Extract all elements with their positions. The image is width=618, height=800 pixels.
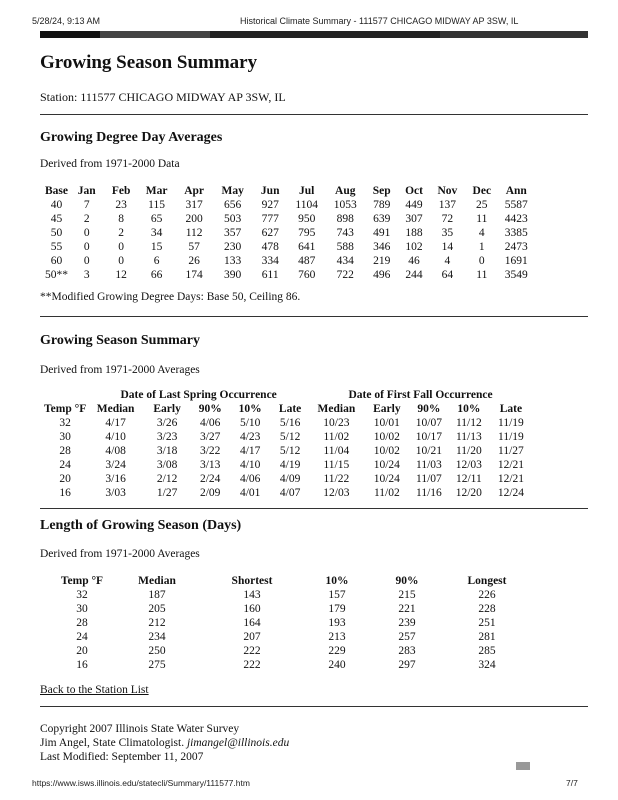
copyright: Copyright 2007 Illinois State Water Survey	[40, 723, 240, 735]
column-header: Jan	[77, 185, 96, 197]
table-cell: 4/23	[239, 431, 261, 443]
table-cell: 0	[118, 255, 124, 267]
group-fall-header: Date of First Fall Occurrence	[348, 389, 493, 401]
table-cell: 760	[298, 269, 316, 281]
table-cell: 12/03	[455, 459, 482, 471]
column-header: Early	[373, 403, 401, 415]
table-cell: 3/26	[156, 417, 178, 429]
table-cell: 3/23	[156, 431, 178, 443]
gdd-derived: Derived from 1971-2000 Data	[40, 158, 180, 170]
column-header: Median	[96, 403, 135, 415]
table-cell: 28	[59, 445, 71, 457]
table-cell: 4	[478, 227, 485, 239]
header-row	[42, 402, 532, 416]
column-header: 90%	[417, 403, 441, 415]
table-cell: 23	[115, 199, 127, 211]
header-bar	[210, 31, 440, 38]
author-line	[40, 736, 289, 750]
table-cell: 1104	[295, 199, 318, 211]
table-cell: 11/03	[416, 459, 442, 471]
table-cell: 257	[398, 631, 416, 643]
table-cell: 307	[405, 213, 423, 225]
table-cell: 789	[373, 199, 391, 211]
column-header: 90%	[395, 575, 419, 587]
table-cell: 193	[328, 617, 346, 629]
lgs-heading: Length of Growing Season (Days)	[40, 518, 242, 533]
table-cell: 50**	[45, 269, 68, 281]
table-cell: 20	[59, 473, 71, 485]
table-cell: 55	[50, 241, 63, 253]
table-cell: 10/02	[373, 445, 400, 457]
table-row	[44, 268, 534, 282]
table-cell: 4/09	[279, 473, 301, 485]
table-cell: 2	[83, 213, 90, 225]
column-header: Mar	[145, 185, 168, 197]
table-cell: 0	[83, 241, 90, 253]
table-cell: 46	[408, 255, 420, 267]
header-row	[52, 574, 532, 588]
table-cell: 11/27	[498, 445, 524, 457]
table-cell: 11/22	[323, 473, 350, 485]
table-cell: 115	[148, 199, 165, 211]
table-cell: 244	[405, 269, 423, 281]
table-cell: 297	[398, 659, 416, 671]
table-cell: 4/10	[105, 431, 126, 443]
table-row	[44, 240, 534, 254]
column-header: Nov	[437, 185, 458, 197]
table-cell: 30	[59, 431, 71, 443]
table-cell: 3/18	[156, 445, 178, 457]
table-cell: 4	[444, 255, 451, 267]
header-bar	[440, 31, 588, 38]
table-cell: 275	[148, 659, 166, 671]
table-cell: 11/02	[373, 487, 400, 499]
table-cell: 32	[59, 417, 71, 429]
table-row	[52, 658, 532, 672]
table-cell: 346	[373, 241, 391, 253]
table-cell: 228	[478, 603, 496, 615]
table-cell: 10/01	[373, 417, 400, 429]
table-cell: 10/24	[373, 473, 400, 485]
table-cell: 11	[476, 213, 488, 225]
table-cell: 503	[224, 213, 242, 225]
table-cell: 221	[398, 603, 416, 615]
author-prefix: Jim Angel, State Climatologist.	[40, 737, 185, 749]
divider	[40, 316, 588, 317]
table-cell: 4/08	[105, 445, 126, 457]
table-cell: 795	[298, 227, 316, 239]
table-cell: 777	[261, 213, 279, 225]
station-line: Station: 111577 CHICAGO MIDWAY AP 3SW, IL	[40, 90, 286, 104]
table-cell: 16	[76, 659, 88, 671]
table-cell: 32	[76, 589, 88, 601]
table-cell: 3/13	[199, 459, 221, 471]
table-cell: 239	[398, 617, 416, 629]
table-cell: 207	[243, 631, 261, 643]
column-header: 10%	[457, 403, 481, 415]
table-cell: 35	[441, 227, 454, 239]
table-cell: 627	[261, 227, 279, 239]
group-spring-header: Date of Last Spring Occurrence	[120, 389, 277, 401]
table-row	[44, 212, 534, 226]
table-cell: 317	[185, 199, 203, 211]
column-header: Shortest	[231, 575, 273, 587]
table-cell: 174	[185, 269, 203, 281]
column-header: Median	[317, 403, 356, 415]
table-cell: 212	[148, 617, 166, 629]
table-cell: 15	[150, 241, 163, 253]
scan-artifact	[516, 762, 530, 770]
lgs-derived: Derived from 1971-2000 Averages	[40, 548, 200, 560]
table-cell: 25	[476, 199, 488, 211]
table-cell: 230	[224, 241, 242, 253]
table-cell: 357	[224, 227, 242, 239]
table-cell: 60	[50, 255, 63, 267]
table-row	[52, 588, 532, 602]
print-url: https://www.isws.illinois.edu/statecli/Summary/111577.htm	[32, 778, 250, 788]
table-cell: 641	[298, 241, 316, 253]
print-page-number: 7/7	[566, 778, 578, 788]
table-cell: 0	[83, 255, 90, 267]
table-cell: 11	[476, 269, 488, 281]
table-cell: 1053	[333, 199, 357, 211]
table-cell: 6	[153, 255, 160, 267]
table-cell: 8	[118, 213, 124, 225]
table-cell: 4/17	[105, 417, 126, 429]
column-header: Ann	[505, 185, 527, 197]
table-cell: 496	[373, 269, 391, 281]
table-cell: 10/07	[415, 417, 442, 429]
last-modified: Last Modified: September 11, 2007	[40, 751, 204, 763]
table-cell: 72	[441, 213, 454, 225]
table-cell: 4/01	[239, 487, 261, 499]
table-cell: 5587	[504, 199, 528, 211]
divider	[40, 114, 588, 115]
email-link[interactable]: jimangel@illinois.edu	[186, 737, 290, 749]
table-cell: 10/17	[415, 431, 442, 443]
table-cell: 16	[59, 487, 71, 499]
column-header: Longest	[467, 575, 507, 587]
table-cell: 898	[336, 213, 354, 225]
group-blank	[42, 388, 88, 402]
table-cell: 2/24	[199, 473, 221, 485]
table-cell: 334	[261, 255, 279, 267]
table-cell: 137	[438, 199, 457, 211]
table-cell: 226	[478, 589, 496, 601]
group-header-row	[42, 388, 532, 402]
table-cell: 40	[50, 199, 63, 211]
table-cell: 14	[441, 241, 454, 253]
table-cell: 12	[115, 269, 127, 281]
table-cell: 11/02	[323, 431, 350, 443]
table-cell: 164	[243, 617, 261, 629]
table-cell: 656	[224, 199, 242, 211]
header-bar	[100, 31, 210, 38]
column-header: Median	[138, 575, 176, 587]
table-cell: 219	[373, 255, 391, 267]
column-header: Early	[153, 403, 181, 415]
table-cell: 611	[261, 269, 279, 281]
table-cell: 187	[148, 589, 166, 601]
table-cell: 434	[336, 255, 354, 267]
column-header: Late	[278, 403, 302, 415]
table-cell: 160	[243, 603, 261, 615]
table-cell: 3/16	[105, 473, 126, 485]
table-cell: 11/19	[498, 431, 524, 443]
table-cell: 4/06	[239, 473, 261, 485]
table-cell: 11/19	[498, 417, 524, 429]
table-cell: 24	[59, 459, 71, 471]
gdd-heading: Growing Degree Day Averages	[40, 130, 223, 145]
table-cell: 1/27	[156, 487, 178, 499]
table-cell: 157	[328, 589, 346, 601]
table-cell: 65	[150, 213, 163, 225]
table-cell: 3/22	[199, 445, 221, 457]
gdd-table	[44, 184, 534, 282]
table-cell: 250	[148, 645, 166, 657]
table-cell: 240	[328, 659, 346, 671]
table-cell: 3/27	[199, 431, 221, 443]
table-cell: 5/10	[239, 417, 261, 429]
table-row	[42, 416, 532, 430]
table-cell: 2/12	[156, 473, 178, 485]
table-cell: 143	[243, 589, 261, 601]
column-header: Late	[499, 403, 523, 415]
table-cell: 3	[83, 269, 90, 281]
table-row	[44, 226, 534, 240]
table-cell: 7	[83, 199, 90, 211]
table-cell: 11/07	[416, 473, 442, 485]
table-cell: 588	[336, 241, 354, 253]
table-cell: 927	[261, 199, 279, 211]
gss-heading: Growing Season Summary	[40, 333, 200, 348]
table-cell: 64	[441, 269, 454, 281]
table-cell: 4/06	[199, 417, 221, 429]
table-cell: 3385	[504, 227, 528, 239]
table-cell: 285	[478, 645, 496, 657]
column-header: Aug	[335, 185, 356, 197]
column-header: Apr	[184, 185, 205, 197]
table-cell: 12/21	[497, 473, 525, 485]
lgs-table	[52, 574, 532, 672]
table-cell: 4/17	[239, 445, 261, 457]
divider	[40, 508, 588, 509]
table-cell: 1691	[504, 255, 528, 267]
table-cell: 24	[76, 631, 88, 643]
table-cell: 324	[478, 659, 496, 671]
table-cell: 11/04	[323, 445, 350, 457]
table-row	[42, 430, 532, 444]
table-cell: 3/03	[105, 487, 126, 499]
table-cell: 478	[261, 241, 279, 253]
table-cell: 188	[405, 227, 423, 239]
table-cell: 3549	[504, 269, 528, 281]
table-cell: 205	[148, 603, 166, 615]
column-header: 90%	[198, 403, 222, 415]
column-header: 10%	[325, 575, 349, 587]
table-cell: 213	[328, 631, 346, 643]
column-header: Jun	[260, 185, 280, 197]
table-cell: 28	[76, 617, 88, 629]
table-cell: 229	[328, 645, 346, 657]
table-row	[42, 444, 532, 458]
table-cell: 449	[405, 199, 423, 211]
table-cell: 12/24	[497, 487, 525, 499]
table-cell: 11/15	[323, 459, 350, 471]
print-date: 5/28/24, 9:13 AM	[32, 16, 101, 26]
table-cell: 2473	[504, 241, 528, 253]
divider	[40, 706, 588, 707]
table-cell: 0	[478, 255, 485, 267]
column-header: Temp °F	[60, 575, 104, 587]
table-cell: 12/11	[455, 473, 482, 485]
table-cell: 10/23	[323, 417, 350, 429]
table-cell: 215	[398, 589, 416, 601]
table-cell: 5/12	[279, 445, 301, 457]
table-row	[52, 630, 532, 644]
table-cell: 11/13	[455, 431, 482, 443]
table-cell: 12/21	[497, 459, 525, 471]
table-row	[52, 616, 532, 630]
column-header: Sep	[372, 185, 391, 197]
table-cell: 66	[150, 269, 163, 281]
table-cell: 112	[185, 227, 203, 239]
table-cell: 11/12	[455, 417, 482, 429]
table-cell: 281	[478, 631, 496, 643]
column-header: Temp °F	[44, 403, 87, 415]
table-cell: 234	[148, 631, 166, 643]
column-header: May	[221, 185, 244, 197]
table-cell: 2	[118, 227, 124, 239]
table-cell: 4/10	[239, 459, 261, 471]
table-cell: 390	[224, 269, 242, 281]
table-cell: 4/19	[279, 459, 301, 471]
table-cell: 179	[328, 603, 346, 615]
back-to-station-list-link[interactable]: Back to the Station List	[40, 684, 149, 696]
table-cell: 20	[76, 645, 88, 657]
table-cell: 3/24	[105, 459, 126, 471]
table-cell: 5/12	[279, 431, 301, 443]
table-cell: 11/16	[416, 487, 442, 499]
table-cell: 200	[185, 213, 203, 225]
gdd-footnote: **Modified Growing Degree Days: Base 50, Ceiling 86.	[40, 291, 301, 303]
table-cell: 222	[243, 645, 261, 657]
table-row	[42, 458, 532, 472]
table-row	[44, 254, 534, 268]
table-cell: 4423	[504, 213, 528, 225]
column-header: 10%	[238, 403, 262, 415]
header-row	[44, 184, 534, 198]
table-cell: 12/03	[323, 487, 350, 499]
table-cell: 10/24	[373, 459, 400, 471]
table-cell: 950	[298, 213, 316, 225]
table-cell: 251	[478, 617, 496, 629]
gss-derived: Derived from 1971-2000 Averages	[40, 364, 200, 376]
table-cell: 4/07	[279, 487, 301, 499]
table-cell: 26	[188, 255, 200, 267]
table-cell: 57	[188, 241, 200, 253]
table-cell: 639	[373, 213, 391, 225]
table-cell: 45	[50, 213, 63, 225]
column-header: Jul	[299, 185, 315, 197]
table-row	[44, 198, 534, 212]
table-row	[42, 486, 532, 500]
header-bar	[40, 31, 100, 38]
table-cell: 5/16	[279, 417, 301, 429]
print-title: Historical Climate Summary - 111577 CHICAGO MIDWAY AP 3SW, IL	[240, 16, 519, 26]
column-header: Feb	[111, 185, 131, 197]
browser-header	[0, 16, 618, 28]
table-cell: 50	[50, 227, 63, 239]
table-row	[42, 472, 532, 486]
redaction-bars	[40, 31, 588, 39]
table-cell: 487	[298, 255, 316, 267]
column-header: Oct	[405, 185, 423, 197]
table-cell: 2/09	[199, 487, 221, 499]
column-header: Base	[45, 185, 68, 197]
table-cell: 102	[405, 241, 423, 253]
table-cell: 10/21	[415, 445, 442, 457]
table-cell: 3/08	[156, 459, 178, 471]
table-cell: 0	[118, 241, 124, 253]
table-cell: 491	[373, 227, 391, 239]
table-cell: 10/02	[373, 431, 400, 443]
table-cell: 11/20	[455, 445, 482, 457]
table-cell: 283	[398, 645, 416, 657]
table-row	[52, 644, 532, 658]
table-cell: 30	[76, 603, 88, 615]
table-row	[52, 602, 532, 616]
table-cell: 1	[478, 241, 485, 253]
table-cell: 722	[336, 269, 354, 281]
column-header: Dec	[472, 185, 492, 197]
table-cell: 34	[150, 227, 163, 239]
table-cell: 0	[83, 227, 90, 239]
table-cell: 133	[224, 255, 242, 267]
table-cell: 12/20	[455, 487, 482, 499]
page-title: Growing Season Summary	[40, 52, 258, 73]
table-cell: 222	[243, 659, 261, 671]
gss-table	[42, 388, 532, 500]
table-cell: 743	[336, 227, 354, 239]
